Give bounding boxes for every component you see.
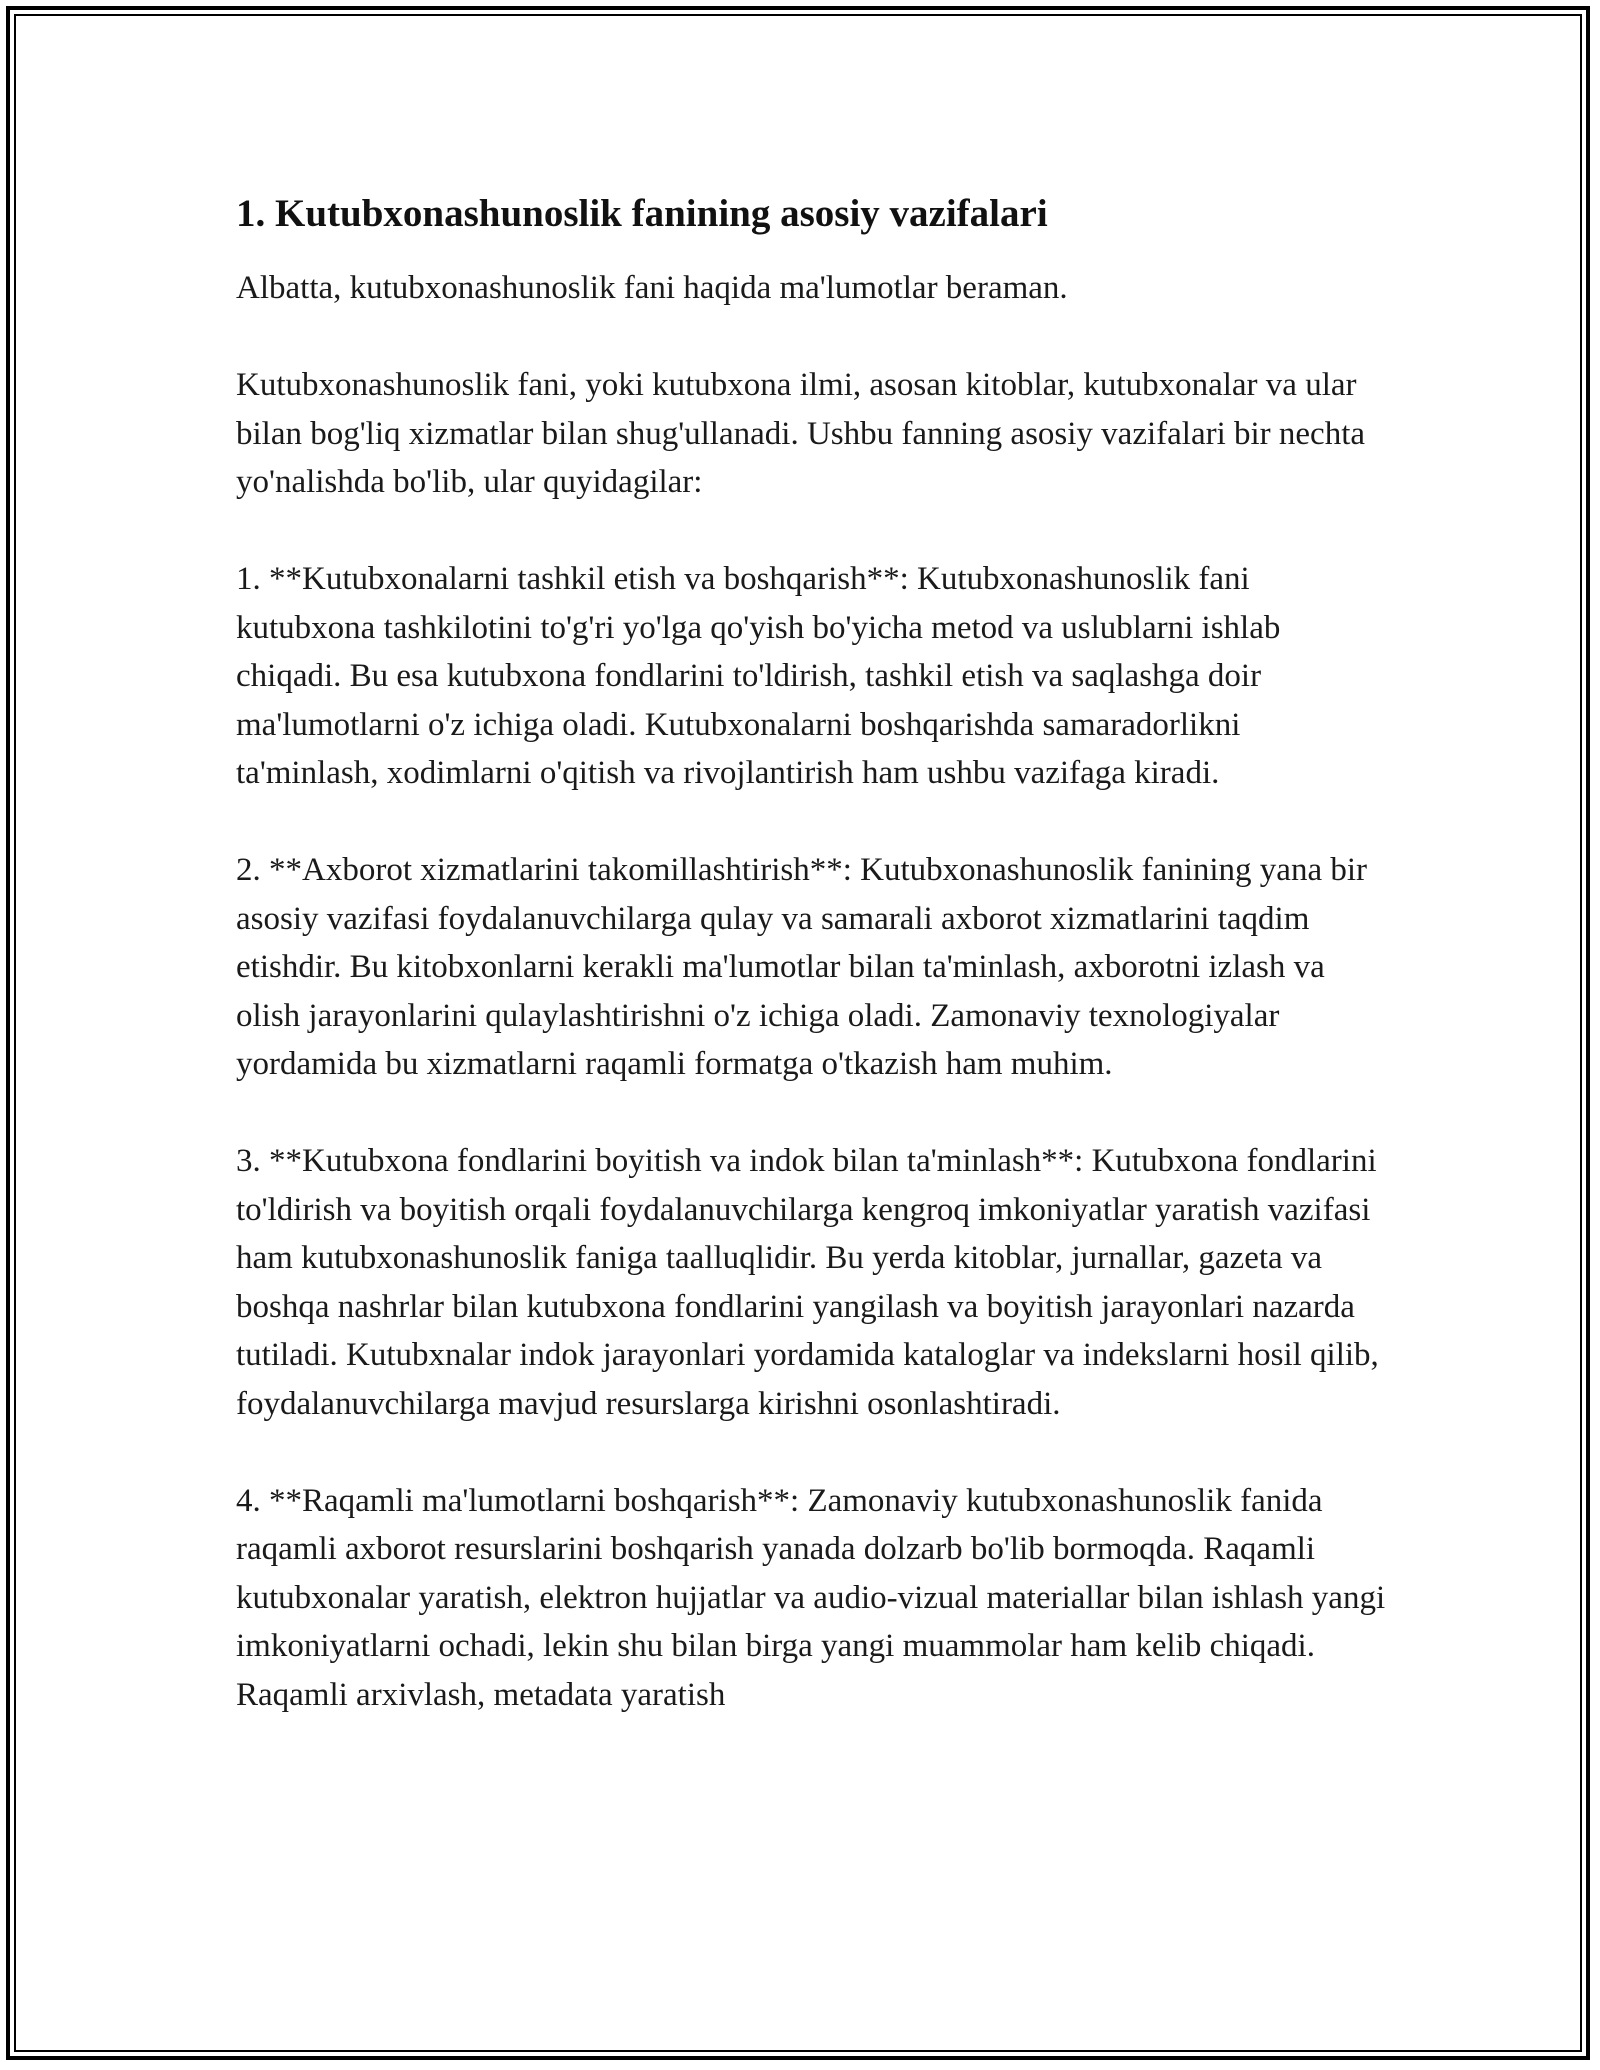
document-body	[236, 186, 1386, 1719]
document-title: 1. Kutubxonashunoslik fanining asosiy vazifalari	[236, 192, 1048, 235]
task-4-paragraph: 4. **Raqamli ma'lumotlarni boshqarish**: Zamonaviy kutubxonashunoslik fanida raqamli axborot resurslarini boshqarish yanada dolzarb bo'lib bormoqda. Raqamli kutubxonalar yaratish, elektron hujjatlar va audio-vizual materiallar bilan ishlash yangi imkoniyatlarni ochadi, lekin shu bilan birga yangi muammolar ham kelib chiqadi. Raqamli arxivlash, metadata yaratish	[236, 1482, 1386, 1713]
task-1-paragraph: 1. **Kutubxonalarni tashkil etish va boshqarish**: Kutubxonashunoslik fani kutubxona tashkilotini to'g'ri yo'lga qo'yish bo'yicha metod va uslublarni ishlab chiqadi. Bu esa kutubxona fondlarini to'ldirish, tashkil etish va saqlashga doir ma'lumotlarni o'z ichiga oladi. Kutubxonalarni boshqarishda samaradorlikni ta'minlash, xodimlarni o'qitish va rivojlantirish ham ushbu vazifaga kiradi.	[236, 561, 1281, 791]
task-2-paragraph: 2. **Axborot xizmatlarini takomillashtirish**: Kutubxonashunoslik fanining yana bir asosiy vazifasi foydalanuvchilarga qulay va samarali axborot xizmatlarini taqdim etishdir. Bu kitobxonlarni kerakli ma'lumotlar bilan ta'minlash, axborotni izlash va olish jarayonlarini qulaylashtirishni o'z ichiga oladi. Zamonaviy texnologiyalar yordamida bu xizmatlarni raqamli formatga o'tkazish ham muhim.	[236, 852, 1368, 1082]
task-3-paragraph: 3. **Kutubxona fondlarini boyitish va indok bilan ta'minlash**: Kutubxona fondlarini to'ldirish va boyitish orqali foydalanuvchilarga kengroq imkoniyatlar yaratish vazifasi ham kutubxonashunoslik faniga taalluqlidir. Bu yerda kitoblar, jurnallar, gazeta va boshqa nashrlar bilan kutubxona fondlarini yangilash va boyitish jarayonlari nazarda tutiladi. Kutubxnalar indok jarayonlari yordamida kataloglar va indekslarni hosil qilib, foydalanuvchilarga mavjud resurslarga kirishni osonlashtiradi.	[236, 1143, 1379, 1422]
overview-paragraph: Kutubxonashunoslik fani, yoki kutubxona ilmi, asosan kitoblar, kutubxonalar va ular bilan bog'liq xizmatlar bilan shug'ullanadi. Ushbu fanning asosiy vazifalari bir nechta yo'nalishda bo'lib, ular quyidagilar:	[236, 367, 1366, 500]
intro-paragraph: Albatta, kutubxonashunoslik fani haqida ma'lumotlar beraman.	[236, 270, 1068, 306]
